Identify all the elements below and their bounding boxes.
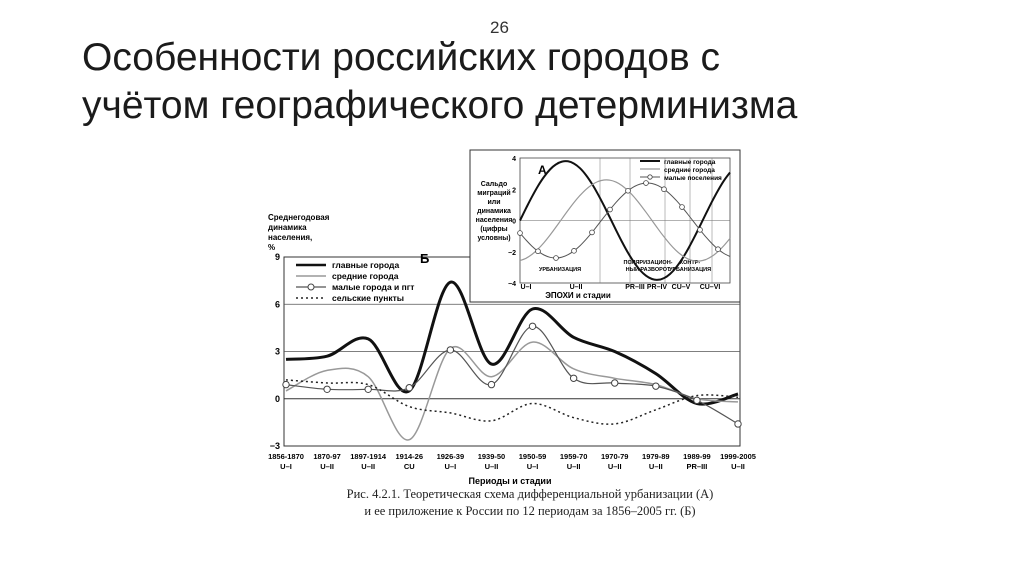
chart-b-stage-label: U–I [526, 462, 539, 471]
chart-a-y-tick-label: −4 [508, 281, 516, 288]
chart-b-point [488, 381, 494, 387]
chart-a-y-axis-label: динамика [477, 208, 511, 215]
chart-a-y-tick-label: −2 [508, 249, 516, 257]
chart-b-x-tick-label: 1999-2005 [720, 452, 756, 461]
page-number: 26 [490, 18, 509, 37]
chart-b-stage-label: U–I [280, 462, 292, 471]
chart-b-legend-label: средние города [332, 271, 399, 281]
chart-a-y-axis-label: населения [475, 217, 513, 224]
chart-a-point [626, 188, 631, 193]
chart-b-stage-label: PR–III [686, 462, 708, 471]
chart-a-point [518, 231, 523, 236]
chart-b-y-axis-label: Среднегодовая [268, 213, 330, 222]
chart-b-stage-label: U–II [320, 462, 334, 471]
chart-a-stage-label: PR–IV [646, 284, 668, 291]
title-line-2: учётом географического детерминизма [82, 84, 798, 127]
chart-b-point [324, 386, 330, 392]
chart-b-stage-label: U–II [731, 462, 745, 471]
chart-a-panel-label: А [538, 163, 547, 177]
chart-b-point [612, 380, 618, 386]
chart-b-y-axis-label: % [268, 243, 276, 252]
chart-a-legend-marker [648, 175, 652, 179]
chart-a-legend-label: малые поселения [664, 175, 722, 182]
chart-b-point [694, 397, 700, 403]
chart-b-y-axis-label: населения, [268, 233, 313, 242]
chart-a-y-axis-label: или [487, 199, 501, 206]
chart-a-y-axis-label: условны) [477, 235, 511, 242]
chart-a [470, 150, 740, 302]
chart-a-annotation: ПОЛЯРИЗАЦИОН- [623, 260, 673, 266]
chart-a-stage-label: U–II [569, 284, 583, 291]
chart-b-x-tick-label: 1979-89 [642, 452, 670, 461]
chart-b-stage-label: U–II [648, 462, 663, 471]
figure-caption [300, 486, 760, 520]
chart-b-x-tick-label: 1856-1870 [268, 452, 304, 461]
chart-a-legend-label: главные города [664, 159, 716, 166]
chart-b-point [735, 421, 741, 427]
chart-a-point [698, 227, 703, 232]
chart-a-stage-label: PR–III [625, 284, 645, 291]
chart-b-x-tick-label: 1970-79 [600, 452, 629, 461]
chart-b-point [653, 383, 659, 389]
chart-b-x-tick-label: 1939-50 [477, 452, 506, 461]
chart-a-y-axis-label: (цифры [480, 226, 508, 233]
chart-a-annotation: УРБАНИЗАЦИЯ [668, 267, 712, 273]
chart-a-point [644, 181, 649, 186]
chart-a-point [608, 207, 613, 212]
chart-b-stage-label: U–II [607, 462, 622, 471]
chart-a-point [662, 187, 667, 192]
chart-b-point [570, 375, 576, 381]
chart-b-y-tick-label: −3 [269, 441, 280, 451]
chart-b-series-line-2 [286, 342, 738, 440]
chart-b-legend-label: малые города и пгт [332, 282, 415, 292]
chart-a-point [536, 249, 541, 254]
chart-b-y-tick-label: 3 [274, 346, 280, 357]
chart-b-x-tick-label: 1926-39 [436, 452, 465, 461]
chart-b-x-axis-label: Периоды и стадии [468, 476, 552, 486]
caption-line-2: и ее приложение к России по 12 периодам за 1856–2005 гг. (Б) [364, 504, 696, 518]
chart-a-y-axis-label: миграций [477, 190, 511, 197]
chart-a-point [716, 247, 721, 252]
chart-b-stage-label: U–I [444, 462, 457, 471]
chart-a-annotation: УРБАНИЗАЦИЯ [538, 267, 582, 273]
chart-b-x-tick-label: 1870-97 [313, 452, 341, 461]
chart-a-y-tick-label: 4 [512, 156, 516, 163]
caption-line-1: Рис. 4.2.1. Теоретическая схема дифференциальной урбанизации (А) [346, 487, 714, 501]
chart-a-y-axis-label: Сальдо [480, 181, 508, 188]
chart-b-stage-label: U–II [484, 462, 499, 471]
chart-b-point [365, 386, 371, 392]
chart-b-x-tick-label: 1914-26 [395, 452, 424, 461]
chart-b-stage-label: U–II [361, 462, 376, 471]
chart-a-annotation: НЫЙ РАЗВОРОТ [625, 267, 671, 273]
chart-a-point [554, 256, 559, 261]
chart-a-y-tick-label: 2 [512, 187, 516, 195]
chart-b-stage-label: U–II [566, 462, 581, 471]
chart-b-legend-label: главные города [332, 260, 400, 270]
chart-a-legend-label: средние города [664, 167, 715, 174]
chart-b-point [447, 347, 453, 353]
title-line-1: Особенности российских городов с [82, 36, 721, 79]
chart-a-stage-label: CU–V [671, 284, 691, 291]
chart-b-legend-marker [308, 284, 314, 290]
chart-b-point [283, 381, 289, 387]
chart-a-y-tick-label: 0 [512, 218, 516, 226]
chart-a-point [680, 205, 685, 210]
chart-a-x-axis-label: ЭПОХИ и стадии [545, 291, 611, 300]
chart-a-stage-label: U–I [520, 284, 532, 291]
chart-a-point [572, 248, 577, 253]
chart-b-x-tick-label: 1989-99 [683, 452, 711, 461]
chart-b-y-tick-label: 9 [274, 252, 280, 262]
chart-b-y-axis-label: динамика [268, 223, 307, 232]
chart-b-y-tick-label: 6 [274, 299, 280, 310]
chart-b-x-tick-label: 1950-59 [518, 452, 547, 461]
chart-a-annotation: КОНТР- [679, 260, 701, 266]
chart-b-stage-label: CU [403, 462, 415, 471]
chart-b-x-tick-label: 1959-70 [559, 452, 588, 461]
chart-a-stage-label: CU–VI [699, 284, 721, 291]
chart-b-x-tick-label: 1897-1914 [350, 452, 387, 461]
chart-b-point [529, 323, 535, 329]
chart-b-y-tick-label: 0 [274, 393, 280, 404]
chart-b-point [406, 385, 412, 391]
chart-b-legend-label: сельские пункты [332, 293, 405, 303]
chart-a-point [590, 230, 595, 235]
chart-b-panel-label: Б [420, 251, 430, 266]
